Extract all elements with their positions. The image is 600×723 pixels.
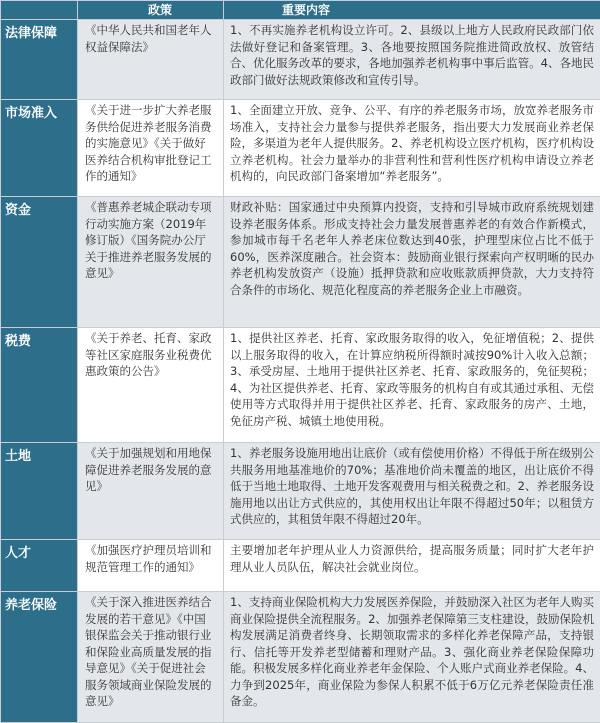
- row-category: 养老保险: [1, 592, 78, 723]
- row-category: 税费: [1, 328, 78, 443]
- row-category: 市场准入: [1, 100, 78, 197]
- row-policy: 《中华人民共和国老年人权益保障法》: [78, 20, 224, 100]
- header-content: 重要内容: [224, 1, 600, 20]
- row-content: 财政补贴：国家通过中央预算内投资，支持和引导城市政府系统规划建设养老服务体系。形成支持社会力量发展普惠养老的有效合作新模式，参加城市每千名老年人养老床位数达到40张，护理型床位占比不低于60%，医养深度融合。社会资本：鼓励商业银行探索向产权明晰的民办养老机构发放资产（设施）抵押贷款和应收账款质押贷款，大力支持符合条件的市场化、规范化程度高的养老服务企业上市融资。: [224, 197, 600, 328]
- table-row: [1, 20, 600, 100]
- row-content: 1、养老服务设施用地出让底价（或有偿使用价格）不得低于所在级别公共服务用地基准地价的70%；基准地价尚未覆盖的地区，出让底价不得低于当地土地取得、土地开发客观费用与相关税费之和。2、养老服务设施用地以出让方式供应的，其使用权出让年限不得超过50年；以租赁方式供应的，其租赁年限不得超过20年。: [224, 443, 600, 540]
- row-content: 1、全面建立开放、竞争、公平、有序的养老服务市场，放宽养老服务市场准入，支持社会力量参与提供养老服务，指出要大力发展商业养老保险，多渠道为老年人提供服务。2、养老机构设立医疗机构，医疗机构设立养老机构。社会力量举办的非营利性和营利性医疗机构申请设立养老机构的，向民政部门备案增加“养老服务”。: [224, 100, 600, 197]
- row-category: 人才: [1, 540, 78, 592]
- table-row: [1, 540, 600, 592]
- table-row: [1, 592, 600, 723]
- row-policy: 《关于加强规划和用地保障促进养老服务发展的意见》: [78, 443, 224, 540]
- row-policy: 《普惠养老城企联动专项行动实施方案（2019年修订版）《国务院办公厅关于推进养老服务发展的意见》: [78, 197, 224, 328]
- row-policy: 《关于深入推进医养结合发展的若干意见》《中国银保监会关于推动银行业和保险业高质量发展的指导意见》《关于促进社会服务领域商业保险发展的意见》: [78, 592, 224, 723]
- row-content: 1、不再实施养老机构设立许可。2、县级以上地方人民政府民政部门依法做好登记和备案管理。3、各地要按照国务院推进简政放权、放管结合、优化服务改革的要求，各地加强养老机构事中事后监管。4、各地民政部门做好法规政策修改和宣传引导。: [224, 20, 600, 100]
- header-policy: 政策: [78, 1, 224, 20]
- row-policy: 《关于进一步扩大养老服务供给促进养老服务消费的实施意见》《关于做好医养结合机构审批登记工作的通知》: [78, 100, 224, 197]
- row-category: 资金: [1, 197, 78, 328]
- row-category: 土地: [1, 443, 78, 540]
- table-row: [1, 443, 600, 540]
- table-row: [1, 197, 600, 328]
- table-header-row: [1, 1, 600, 20]
- header-category: [1, 1, 78, 20]
- table-row: [1, 100, 600, 197]
- row-content: 1、提供社区养老、托育、家政服务取得的收入，免征增值税；2、提供以上服务取得的收入，在计算应纳税所得额时减按90%计入收入总额；3、承受房屋、土地用于提供社区养老、托育、家政服务的，免征契税；4、为社区提供养老、托育、家政等服务的机构自有或其通过承租、无偿使用等方式取得并用于提供社区养老、托育、家政服务的房产、土地，免征房产税、城镇土地使用税。: [224, 328, 600, 443]
- row-content: 主要增加老年护理从业人力资源供给，提高服务质量；同时扩大老年护理从业人员队伍，解决社会就业岗位。: [224, 540, 600, 592]
- table-row: [1, 328, 600, 443]
- row-policy: 《关于养老、托育、家政等社区家庭服务业税费优惠政策的公告》: [78, 328, 224, 443]
- row-policy: 《加强医疗护理员培训和规范管理工作的通知》: [78, 540, 224, 592]
- row-content: 1、支持商业保险机构大力发展医养保险，并鼓励深入社区为老年人购买商业保险提供全流程服务。2、加强养老保障第三支柱建设，鼓励保险机构发展满足消费者终身、长期领取需求的多样化养老保障产品，支持银行、信托等开发养老型储蓄和理财产品。3、强化商业养老保险保障功能。积极发展多样化商业养老年金保险、个人账户式商业养老保险。4、力争到2025年，商业保险为参保人积累不低于6万亿元养老保险责任准备金。: [224, 592, 600, 723]
- row-category: 法律保障: [1, 20, 78, 100]
